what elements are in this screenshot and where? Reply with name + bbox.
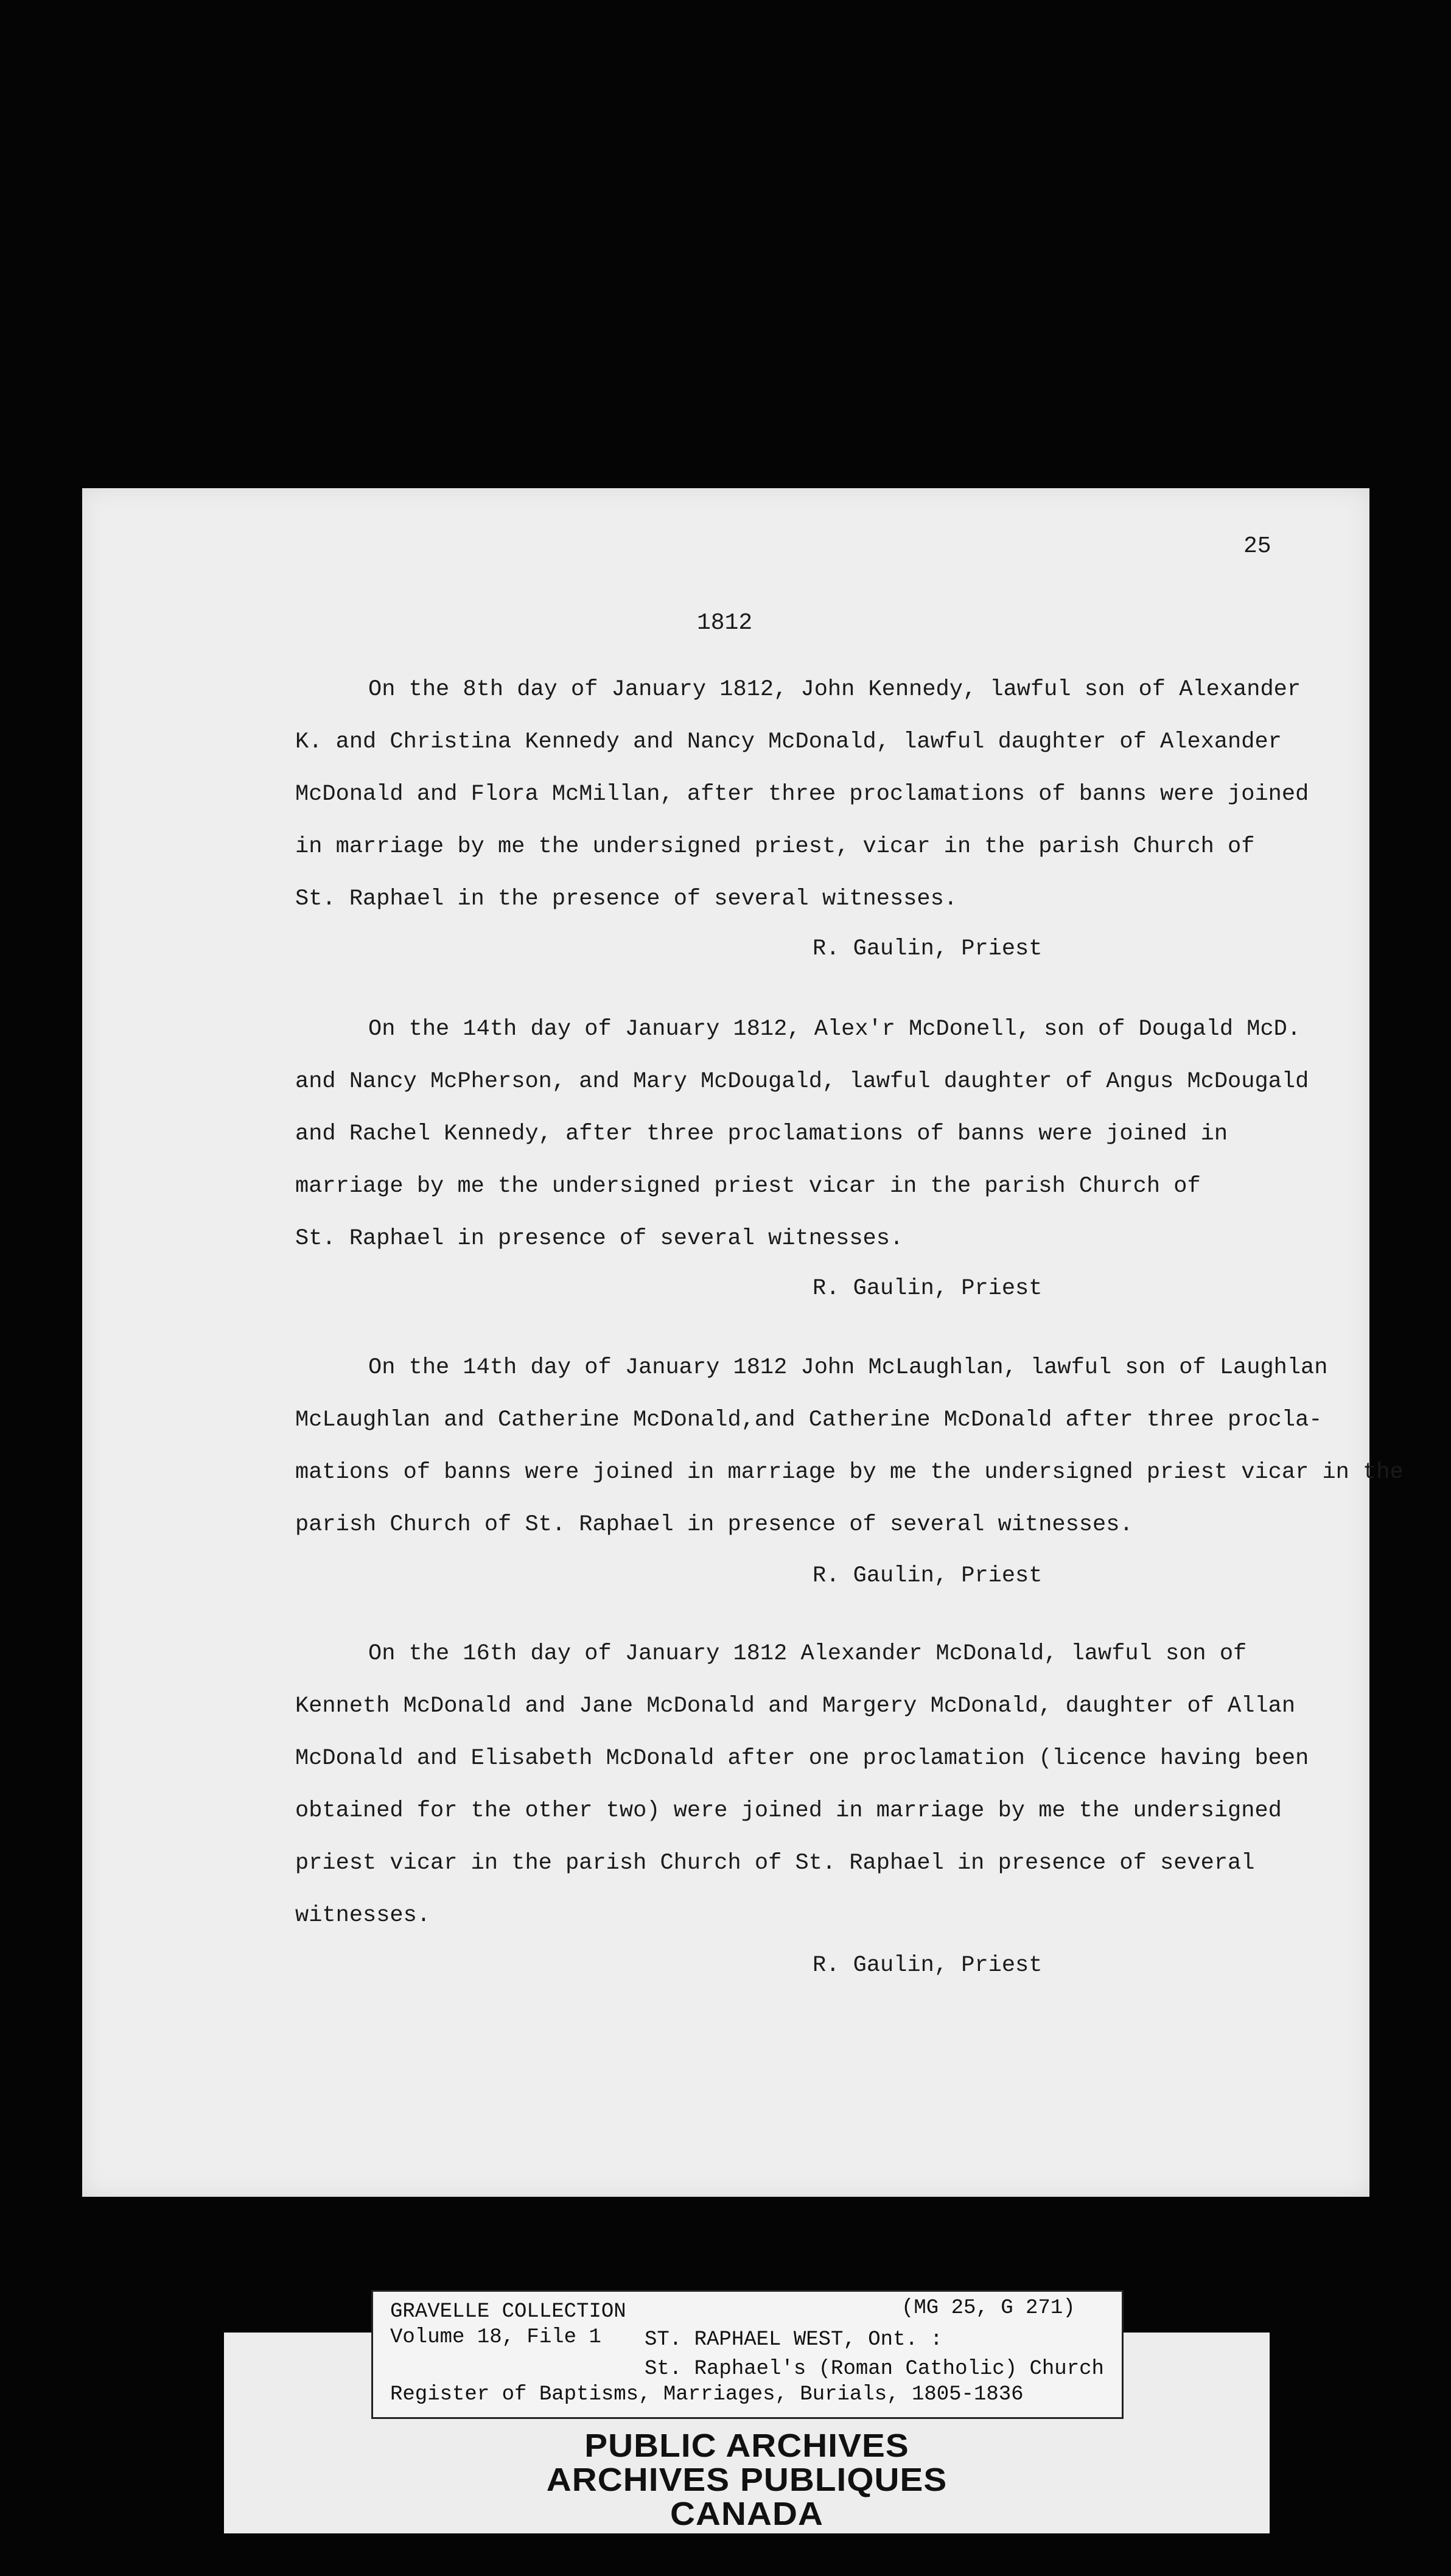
priest-signature: R. Gaulin, Priest [813,1953,1043,1978]
document-page [82,488,1404,2197]
entry-line: witnesses. [295,1903,431,1928]
entry-line: obtained for the other two) were joined in marriage by me the undersigned [295,1798,1282,1824]
entry-line: mations of banns were joined in marriage by me the undersigned priest vicar in the [295,1460,1404,1485]
entry-line: McLaughlan and Catherine McDonald,and Catherine McDonald after three procla- [295,1407,1323,1433]
entry-line: and Nancy McPherson, and Mary McDougald, lawful daughter of Angus McDougald [295,1069,1309,1094]
entry-line: in marriage by me the undersigned priest, vicar in the parish Church of [295,834,1255,859]
page-number: 25 [1243,533,1271,559]
year-heading: 1812 [697,610,753,636]
entry-line: On the 16th day of January 1812 Alexander McDonald, lawful son of [368,1641,1247,1667]
entry-line: On the 14th day of January 1812 John McLaughlan, lawful son of Laughlan [368,1355,1328,1381]
register-title: Register of Baptisms, Marriages, Burials, 1805-1836 [390,2383,1024,2406]
entry-line: priest vicar in the parish Church of St. Raphael in presence of several [295,1850,1255,1876]
entry-line: Kenneth McDonald and Jane McDonald and Margery McDonald, daughter of Allan [295,1693,1296,1719]
archive-label-card [371,2290,1124,2419]
entry-line: McDonald and Elisabeth McDonald after one proclamation (licence having been [295,1746,1309,1771]
location: ST. RAPHAEL WEST, Ont. : [645,2328,943,2351]
stamp-line-english: PUBLIC ARCHIVES [584,2427,909,2464]
entry-line: McDonald and Flora McMillan, after three proclamations of banns were joined [295,782,1309,807]
public-archives-stamp [224,2429,1270,2531]
entry-line: St. Raphael in presence of several witnesses. [295,1226,904,1251]
entry-line: parish Church of St. Raphael in presence of several witnesses. [295,1512,1133,1538]
entry-line: marriage by me the undersigned priest vicar in the parish Church of [295,1174,1201,1199]
church-name: St. Raphael's (Roman Catholic) Church [645,2357,1104,2381]
entry-line: On the 8th day of January 1812, John Kennedy, lawful son of Alexander [368,677,1301,702]
priest-signature: R. Gaulin, Priest [813,1276,1043,1301]
priest-signature: R. Gaulin, Priest [813,1563,1043,1589]
stamp-line-country: CANADA [670,2496,823,2532]
priest-signature: R. Gaulin, Priest [813,936,1043,962]
entry-line: On the 14th day of January 1812, Alex'r McDonell, son of Dougald McD. [368,1017,1301,1042]
entry-line: K. and Christina Kennedy and Nancy McDonald, lawful daughter of Alexander [295,729,1282,755]
collection-name: GRAVELLE COLLECTION [390,2300,626,2323]
stamp-line-french: ARCHIVES PUBLIQUES [546,2462,948,2498]
volume-file: Volume 18, File 1 [390,2326,601,2349]
entry-line: and Rachel Kennedy, after three proclamations of banns were joined in [295,1121,1228,1147]
collection-reference: (MG 25, G 271) [901,2297,1075,2320]
entry-line: St. Raphael in the presence of several witnesses. [295,886,957,912]
